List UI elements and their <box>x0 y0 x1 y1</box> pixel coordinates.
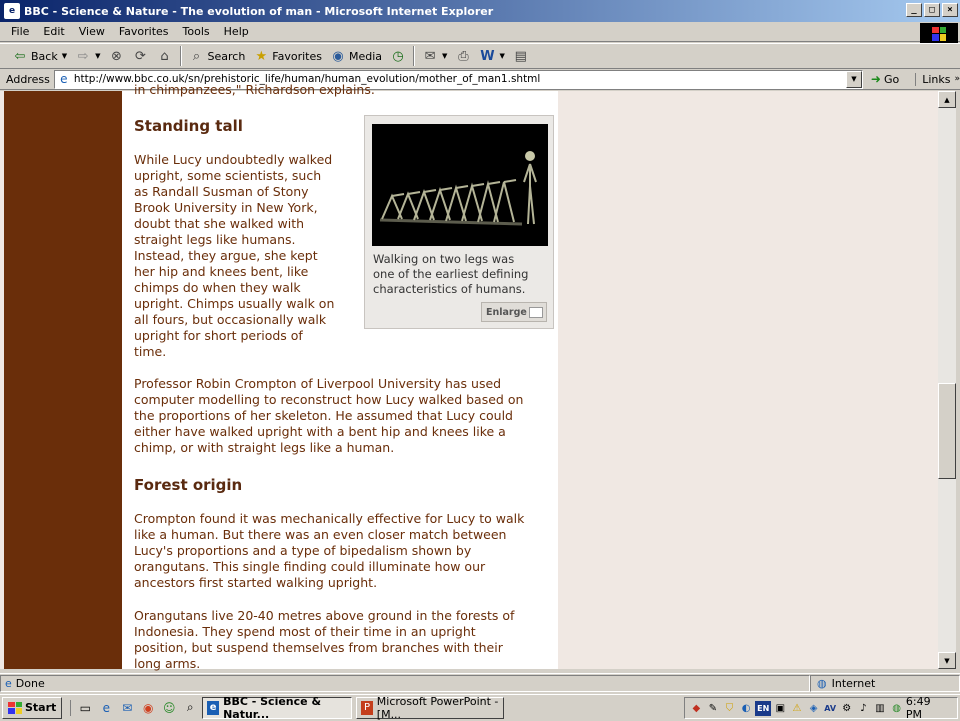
text-line: Lucy's proportions and a type of bipedalism shown by <box>134 543 472 558</box>
task-label: BBC - Science & Natur... <box>223 694 322 721</box>
article <box>122 82 558 671</box>
tray-icon-e[interactable]: ◈ <box>809 702 818 714</box>
search-icon: ⌕ <box>192 48 201 64</box>
history-icon: ◷ <box>392 48 404 64</box>
text-line: Instead, they argue, she kept <box>134 248 318 263</box>
text-line: Indonesia. They spend most of their time in an upright <box>134 624 476 639</box>
favorites-label: Favorites <box>272 49 322 63</box>
refresh-button[interactable] <box>129 45 153 67</box>
home-button[interactable] <box>153 45 177 67</box>
discuss-icon: ▤ <box>514 48 527 64</box>
address-url[interactable]: http://www.bbc.co.uk/sn/prehistoric_life/human/human_evolution/mother_of_man1.shtml <box>73 73 541 85</box>
mail-button[interactable] <box>418 45 451 67</box>
forward-dropdown-icon[interactable]: ▼ <box>95 52 101 60</box>
links-label: Links <box>922 72 951 86</box>
heading-standing-tall: Standing tall <box>134 117 243 135</box>
paragraph-forest-origin <box>134 511 554 591</box>
messenger-icon[interactable]: ☺ <box>163 700 176 715</box>
forward-button[interactable] <box>71 45 104 67</box>
text-line: orangutans. This single finding could illuminate how our <box>134 559 486 574</box>
tray-volume-icon[interactable]: ♪ <box>860 702 867 714</box>
search-button[interactable] <box>185 45 250 67</box>
text-line: Orangutans live 20-40 metres above ground in the forests of <box>134 608 515 623</box>
print-icon: ⎙ <box>458 48 469 64</box>
tray-icon-a[interactable]: ◆ <box>692 702 701 714</box>
tray-warning-icon[interactable]: ⚠ <box>792 702 802 714</box>
text-line: Crompton found it was mechanically effective for Lucy to walk <box>134 511 525 526</box>
page-icon: e <box>60 72 68 86</box>
left-nav-column <box>4 91 122 669</box>
status-text-panel <box>0 675 810 692</box>
menu-help[interactable]: Help <box>223 25 249 38</box>
menu-tools[interactable]: Tools <box>182 25 210 38</box>
tray-icon-b[interactable]: ✎ <box>708 702 718 714</box>
outlook-icon[interactable]: ✉ <box>122 700 133 715</box>
text-line: straight legs like humans. <box>134 232 296 247</box>
media-button[interactable] <box>326 45 386 67</box>
paragraph-standing-tall <box>134 152 360 360</box>
go-label: Go <box>883 72 900 86</box>
text-line: Brook University in New York, <box>134 200 318 215</box>
scroll-thumb[interactable] <box>938 383 956 479</box>
address-label: Address <box>6 72 50 86</box>
go-arrow-icon: ➜ <box>870 72 881 86</box>
menu-favorites[interactable]: Favorites <box>118 25 169 38</box>
standard-toolbar <box>0 43 960 69</box>
taskbar <box>0 694 960 720</box>
caption-line: one of the earliest defining <box>373 267 529 281</box>
tray-icon-c[interactable]: ◐ <box>741 702 751 714</box>
stop-icon: ⊗ <box>111 48 122 64</box>
menu-file[interactable]: File <box>11 25 30 38</box>
menu-bar <box>0 22 960 42</box>
minimize-button[interactable]: _ <box>906 3 922 17</box>
links-button[interactable] <box>915 73 960 86</box>
text-line: as Randall Susman of Stony <box>134 184 309 199</box>
cutoff-text-line: in chimpanzees," Richardson explains. <box>134 82 375 97</box>
heading-forest-origin: Forest origin <box>134 476 243 494</box>
zone-panel <box>810 675 960 692</box>
go-button[interactable] <box>871 72 899 86</box>
close-button[interactable]: × <box>942 3 958 17</box>
status-text: Done <box>15 676 45 690</box>
page-content <box>0 82 938 671</box>
image-panel <box>364 115 554 329</box>
caption-line: characteristics of humans. <box>373 282 526 296</box>
text-line: While Lucy undoubtedly walked <box>134 152 333 167</box>
search-label: Search <box>207 49 246 63</box>
zone-text: Internet <box>831 676 876 690</box>
text-line: chimps do when they walk <box>134 280 301 295</box>
tray-antivirus-icon[interactable]: AV <box>824 703 837 713</box>
media-icon: ◉ <box>332 48 344 64</box>
text-line: chimp, or with straight legs like a human. <box>134 440 395 455</box>
toolbar-separator <box>180 46 182 66</box>
menu-view[interactable]: View <box>78 25 105 38</box>
back-arrow-icon: ⇦ <box>14 48 26 64</box>
back-dropdown-icon[interactable]: ▼ <box>61 52 68 60</box>
text-line: upright. Chimps usually walk on <box>134 296 335 311</box>
powerpoint-task-icon: P <box>361 701 372 715</box>
image-caption <box>373 252 549 297</box>
toolbar-separator <box>413 46 415 66</box>
print-button[interactable] <box>451 45 475 67</box>
text-line: like a human. But there was an even closer match between <box>134 527 507 542</box>
skeleton-sequence-illustration <box>372 124 548 246</box>
home-icon: ⌂ <box>160 48 169 64</box>
stop-button[interactable] <box>105 45 129 67</box>
favorites-button[interactable] <box>249 45 326 67</box>
text-line: ancestors first started walking upright. <box>134 575 378 590</box>
paragraph-crompton <box>134 376 554 456</box>
favorites-icon: ★ <box>255 48 268 64</box>
text-line: doubt that she walked with <box>134 216 305 231</box>
discuss-button[interactable] <box>509 45 533 67</box>
text-line: her hip and knees bent, like <box>134 264 309 279</box>
done-page-icon: e <box>5 676 12 690</box>
caption-line: Walking on two legs was <box>373 252 515 266</box>
start-button[interactable] <box>2 697 62 719</box>
mail-dropdown-icon[interactable]: ▼ <box>442 52 448 60</box>
clock[interactable]: 6:49 PM <box>905 695 931 721</box>
tray-icon-d[interactable]: ▣ <box>775 702 786 714</box>
tray-network-icon[interactable]: ▥ <box>875 702 885 714</box>
taskbar-item-powerpoint[interactable] <box>356 694 504 721</box>
tray-icon-f[interactable]: ⚙ <box>842 702 852 714</box>
paragraph-orangutans <box>134 608 554 672</box>
ie-icon: e <box>4 3 20 19</box>
text-line: time. <box>134 344 167 359</box>
tray-shield-icon[interactable]: ⛉ <box>725 702 734 714</box>
text-line: all fours, but occasionally walk <box>134 312 327 327</box>
history-button[interactable] <box>386 45 410 67</box>
tray-icon-g[interactable]: ◍ <box>892 702 901 714</box>
media-player-icon[interactable]: ◉ <box>143 700 154 715</box>
links-chevron-icon: » <box>954 74 960 84</box>
enlarge-label: Enlarge <box>486 306 527 318</box>
system-tray <box>684 697 958 719</box>
task-label: Microsoft PowerPoint - [M... <box>376 694 499 721</box>
text-line: the proportions of her skeleton. He assumed that Lucy could <box>134 408 513 423</box>
back-button[interactable] <box>8 45 71 67</box>
text-line: upright, some scientists, such <box>134 168 322 183</box>
title-bar <box>0 0 960 22</box>
enlarge-icon <box>529 307 543 318</box>
start-label: Start <box>25 701 57 714</box>
scroll-up-button[interactable]: ▲ <box>938 91 956 108</box>
text-line: long arms. <box>134 656 201 671</box>
status-bar <box>0 673 960 692</box>
window-title: BBC - Science & Nature - The evolution of man - Microsoft Internet Explorer <box>24 4 494 18</box>
word-edit-icon: W <box>480 48 495 64</box>
edit-dropdown-icon[interactable]: ▼ <box>499 52 505 60</box>
text-line: upright for short periods of <box>134 328 303 343</box>
forward-arrow-icon: ⇨ <box>77 48 89 64</box>
menu-edit[interactable]: Edit <box>43 25 65 38</box>
scroll-down-button[interactable]: ▼ <box>938 652 956 669</box>
walking-skeleton-image[interactable] <box>372 124 548 246</box>
show-desktop-icon[interactable]: ▭ <box>79 700 91 715</box>
mail-icon: ✉ <box>424 48 436 64</box>
edit-button[interactable] <box>475 45 508 67</box>
window-controls <box>906 3 958 17</box>
refresh-icon: ⟳ <box>135 48 146 64</box>
text-line: Professor Robin Crompton of Liverpool University has used <box>134 376 502 391</box>
ie-quicklaunch-icon[interactable]: e <box>102 700 110 715</box>
ie-task-icon: e <box>207 701 219 715</box>
search-quicklaunch-icon[interactable]: ⌕ <box>186 700 194 714</box>
text-line: computer modelling to reconstruct how Lucy walked based on <box>134 392 524 407</box>
windows-logo-icon <box>932 27 946 41</box>
maximize-button[interactable]: □ <box>924 3 940 17</box>
windows-start-icon <box>8 702 22 714</box>
vertical-scrollbar[interactable] <box>938 91 956 669</box>
internet-zone-icon: ◍ <box>817 676 827 690</box>
media-label: Media <box>349 49 383 63</box>
enlarge-button[interactable] <box>481 302 547 322</box>
taskbar-item-ie[interactable] <box>202 694 352 721</box>
quick-launch <box>70 700 198 716</box>
text-line: either have walked upright with a bent hip and knees like a <box>134 424 506 439</box>
language-indicator[interactable]: EN <box>755 701 771 716</box>
windows-throbber <box>920 23 958 44</box>
address-dropdown-icon[interactable]: ▼ <box>846 71 862 88</box>
text-line: position, but suspend themselves from branches with their <box>134 640 503 655</box>
back-label: Back <box>31 49 58 63</box>
